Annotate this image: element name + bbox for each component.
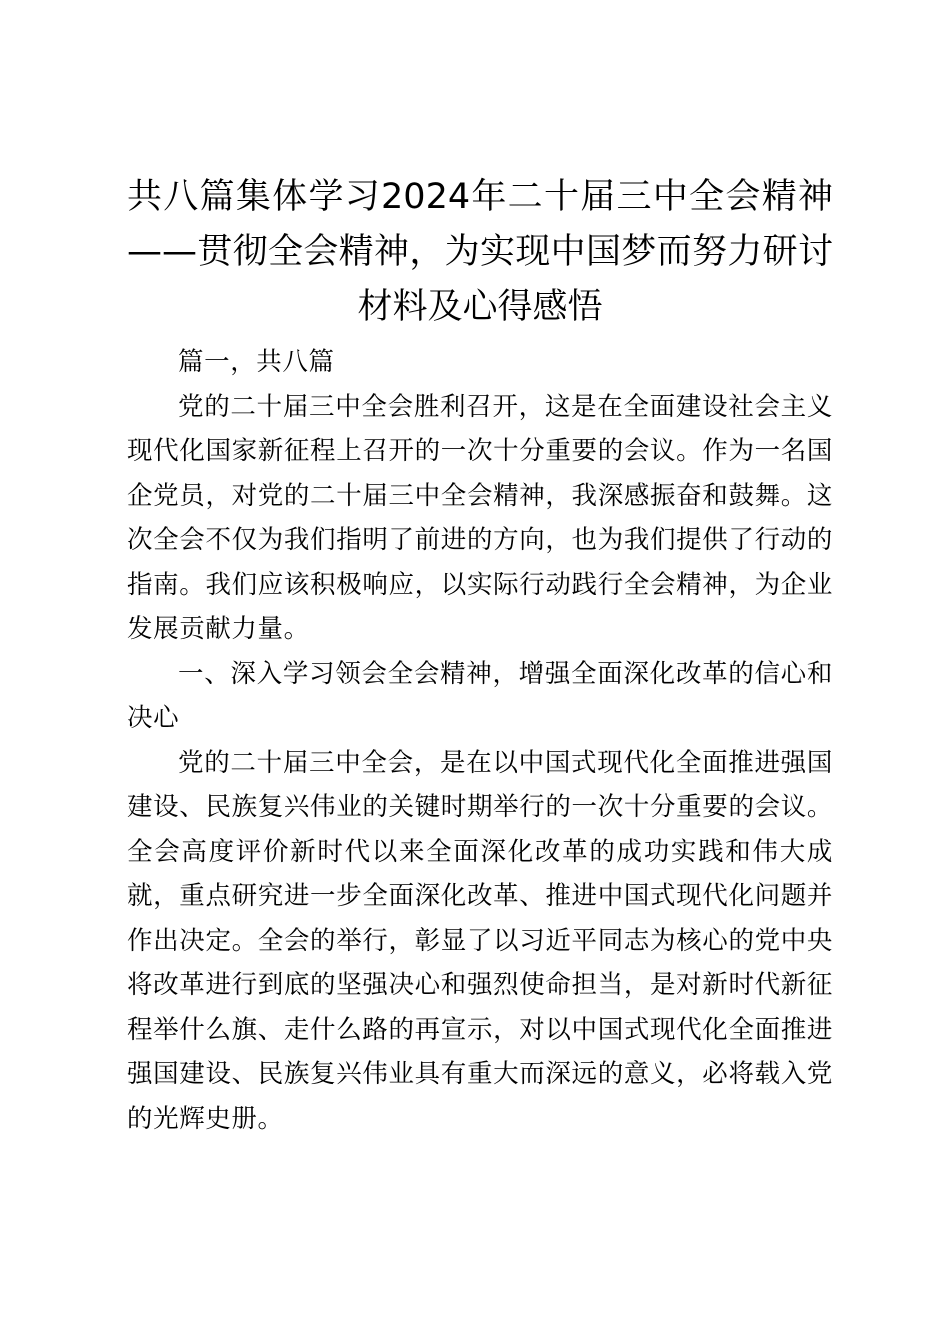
section-heading: 一、深入学习领会全会精神，增强全面深化改革的信心和决心 xyxy=(127,658,833,733)
body-paragraph: 党的二十届三中全会，是在以中国式现代化全面推进强国建设、民族复兴伟业的关键时期举行的一次十分重要的会议。全会高度评价新时代以来全面深化改革的成功实践和伟大成就，重点研究进一步全面深化改革、推进中国式现代化问题并作出决定。全会的举行，彰显了以习近平同志为核心的党中央将改革进行到底的坚强决心和强烈使命担当，是对新时代新征程举什么旗、走什么路的再宣示，对以中国式现代化全面推进强国建设、民族复兴伟业具有重大而深远的意义，必将载入党的光辉史册。 xyxy=(127,747,833,1134)
section-label: 篇一，共八篇 xyxy=(178,347,335,377)
document-title xyxy=(127,170,833,335)
body-paragraph: 党的二十届三中全会胜利召开，这是在全面建设社会主义现代化国家新征程上召开的一次十分重要的会议。作为一名国企党员，对党的二十届三中全会精神，我深感振奋和鼓舞。这次全会不仅为我们指明了前进的方向，也为我们提供了行动的指南。我们应该积极响应，以实际行动践行全会精神，为企业发展贡献力量。 xyxy=(127,391,833,644)
title-line-3: 材料及心得感悟 xyxy=(357,287,603,327)
document-body xyxy=(127,170,833,1141)
title-line-2: ——贯彻全会精神，为实现中国梦而努力研讨 xyxy=(127,232,833,272)
title-line-1: 共八篇集体学习2024年二十届三中全会精神 xyxy=(127,177,833,217)
